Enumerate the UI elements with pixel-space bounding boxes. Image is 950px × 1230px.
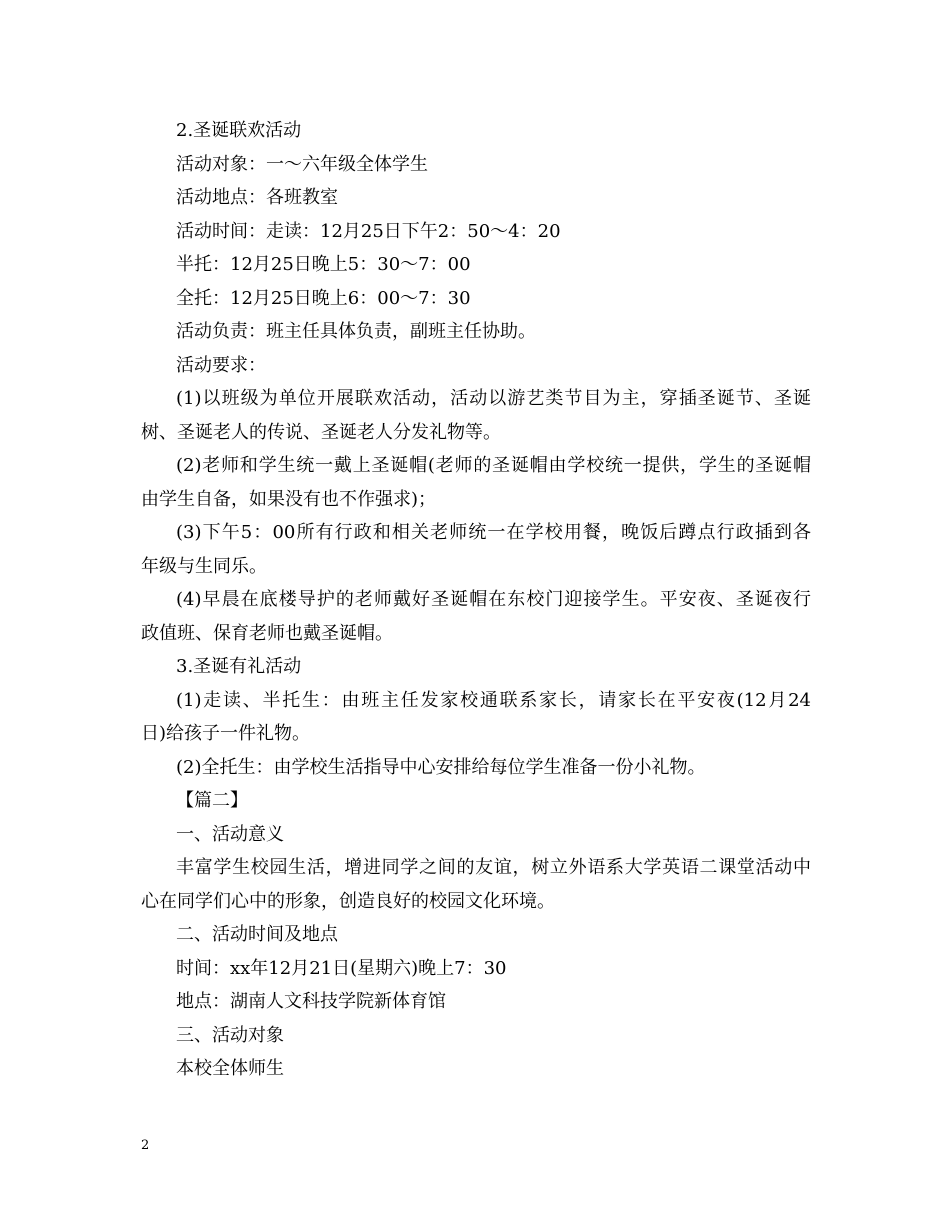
text-line: 心在同学们心中的形象，创造良好的校园文化环境。 <box>141 890 555 912</box>
text-line: 活动时间：走读：12月25日下午2：50～4：20 <box>176 220 561 242</box>
text-line: 活动地点：各班教室 <box>176 187 338 208</box>
text-line: 地点：湖南人文科技学院新体育馆 <box>176 991 446 1012</box>
text-line: (4)早晨在底楼导护的老师戴好圣诞帽在东校门迎接学生。平安夜、圣诞夜行 <box>176 589 811 610</box>
text-line: 三、活动对象 <box>176 1024 284 1046</box>
text-line: 全托：12月25日晚上6：00～7：30 <box>176 287 471 309</box>
text-line: 一、活动意义 <box>176 823 284 845</box>
text-line: 【篇二】 <box>176 790 248 811</box>
document-body <box>141 114 811 1086</box>
text-line: 活动要求： <box>176 354 266 376</box>
text-line: 年级与生同乐。 <box>141 555 267 577</box>
text-line: 活动对象：一～六年级全体学生 <box>176 153 428 175</box>
page-number: 2 <box>141 1138 150 1153</box>
text-line: 日)给孩子一件礼物。 <box>141 723 311 744</box>
text-line: 活动负责：班主任具体负责，副班主任协助。 <box>176 321 536 342</box>
text-line: 二、活动时间及地点 <box>176 924 338 945</box>
text-line: (3)下午5：00所有行政和相关老师统一在学校用餐，晚饭后蹲点行政插到各 <box>176 522 811 543</box>
text-line: 丰富学生校园生活，增进同学之间的友谊，树立外语系大学英语二课堂活动中 <box>176 857 811 878</box>
text-line: 政值班、保育老师也戴圣诞帽。 <box>141 622 393 644</box>
text-line: (1)以班级为单位开展联欢活动，活动以游艺类节目为主，穿插圣诞节、圣诞 <box>176 388 811 409</box>
text-line: (2)老师和学生统一戴上圣诞帽(老师的圣诞帽由学校统一提供，学生的圣诞帽 <box>176 455 811 476</box>
text-line: 树、圣诞老人的传说、圣诞老人分发礼物等。 <box>141 421 501 443</box>
text-line: 3.圣诞有礼活动 <box>176 656 302 677</box>
text-line: 本校全体师生 <box>176 1058 284 1079</box>
text-line: 时间：xx年12月21日(星期六)晚上7：30 <box>176 957 507 979</box>
text-line: 由学生自备，如果没有也不作强求)； <box>141 488 437 510</box>
text-line: (1)走读、半托生：由班主任发家校通联系家长，请家长在平安夜(12月24 <box>176 689 811 711</box>
text-line: 半托：12月25日晚上5：30～7：00 <box>176 254 471 275</box>
text-line: (2)全托生：由学校生活指导中心安排给每位学生准备一份小礼物。 <box>176 756 706 778</box>
text-line: 2.圣诞联欢活动 <box>176 120 302 141</box>
